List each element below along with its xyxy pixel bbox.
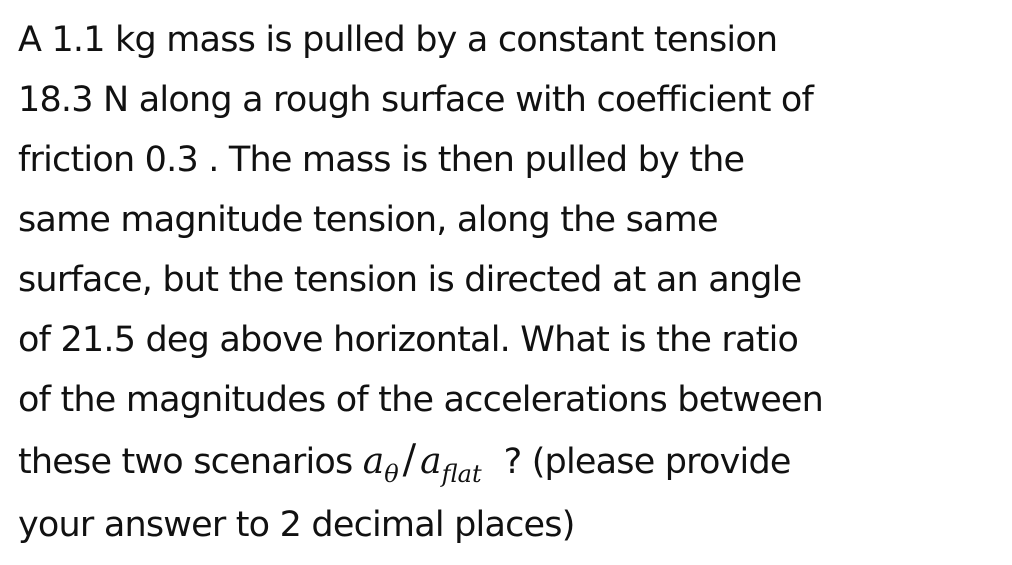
question-line-9: your answer to 2 decimal places) <box>18 505 575 545</box>
question-line-1: A 1.1 kg mass is pulled by a constant tension <box>18 20 778 60</box>
formula-a-flat: a <box>420 441 442 482</box>
question-text <box>18 10 1008 555</box>
formula-a-theta: a <box>362 441 385 482</box>
question-line-5: surface, but the tension is directed at an angle <box>18 260 802 300</box>
ratio-formula <box>362 437 482 488</box>
question-line-3: friction 0.3 . The mass is then pulled by the <box>18 140 745 180</box>
formula-slash: / <box>402 437 417 483</box>
question-line-8-prefix: these two scenarios <box>18 442 363 482</box>
question-line-2: 18.3 N along a rough surface with coefficient of <box>18 80 814 120</box>
question-line-8 <box>18 430 1008 495</box>
question-line-7: of the magnitudes of the accelerations between <box>18 380 824 420</box>
question-line-4: same magnitude tension, along the same <box>18 200 718 240</box>
formula-sub-flat: flat <box>441 460 482 488</box>
question-line-6: of 21.5 deg above horizontal. What is the ratio <box>18 320 799 360</box>
formula-sub-theta: θ <box>384 460 399 488</box>
question-line-8-suffix: ? (please provide <box>503 442 791 482</box>
